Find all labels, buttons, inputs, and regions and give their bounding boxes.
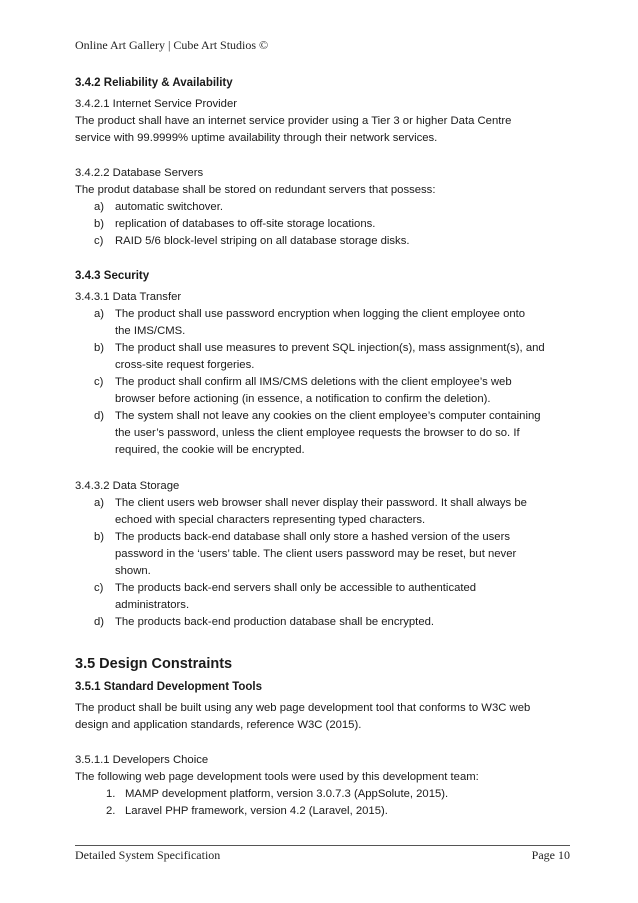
list-item xyxy=(75,408,570,459)
list-marker: b) xyxy=(94,342,105,354)
subsection-heading-3-4-2-1: 3.4.2.1 Internet Service Provider xyxy=(75,98,238,110)
list-text: required, the cookie will be encrypted. xyxy=(115,444,305,456)
list-item xyxy=(75,786,570,803)
list-text: RAID 5/6 block-level striping on all database storage disks. xyxy=(115,235,410,247)
list-marker: c) xyxy=(94,235,104,247)
list-item xyxy=(75,614,570,631)
paragraph-isp-line-1: The product shall have an internet service provider using a Tier 3 or higher Data Centre xyxy=(75,115,512,127)
list-text: the IMS/CMS. xyxy=(115,325,186,337)
list-item xyxy=(75,216,570,233)
list-text: Laravel PHP framework, version 4.2 (Laravel, 2015). xyxy=(125,805,388,817)
subsection-heading-3-4-3-2: 3.4.3.2 Data Storage xyxy=(75,480,180,492)
list-text: The client users web browser shall never display their password. It shall always be xyxy=(115,497,527,509)
dev-tools-list xyxy=(75,786,570,820)
list-marker: c) xyxy=(94,582,104,594)
subsection-heading-3-5-1: 3.5.1 Standard Development Tools xyxy=(75,681,263,693)
list-text: The product shall use measures to prevent SQL injection(s), mass assignment(s), and xyxy=(115,342,545,354)
page-content xyxy=(75,75,570,820)
paragraph-dev-intro: The following web page development tools were used by this development team: xyxy=(75,771,479,783)
list-marker: c) xyxy=(94,376,104,388)
list-text: The product shall use password encryption when logging the client employee onto xyxy=(115,308,526,320)
list-marker: a) xyxy=(94,497,105,509)
db-servers-list xyxy=(75,199,570,250)
page-header: Online Art Gallery | Cube Art Studios © xyxy=(75,38,269,52)
list-text: The product shall confirm all IMS/CMS deletions with the client employee’s web xyxy=(115,376,512,388)
list-text: The products back-end production database shall be encrypted. xyxy=(115,616,435,628)
list-marker: d) xyxy=(94,616,105,628)
list-marker: d) xyxy=(94,410,105,422)
list-text: replication of databases to off-site storage locations. xyxy=(115,218,376,230)
paragraph-tools-line-2: design and application standards, reference W3C (2015). xyxy=(75,719,362,731)
paragraph-isp-line-2: service with 99.9999% uptime availability through their network services. xyxy=(75,132,438,144)
list-marker: a) xyxy=(94,308,105,320)
list-text: echoed with special characters representing typed characters. xyxy=(115,514,426,526)
page-footer xyxy=(75,845,570,863)
list-item xyxy=(75,495,570,529)
list-text: The system shall not leave any cookies on the client employee’s computer containing xyxy=(115,410,541,422)
subsection-heading-3-4-2-2: 3.4.2.2 Database Servers xyxy=(75,167,204,179)
list-text: cross-site request forgeries. xyxy=(115,359,255,371)
list-item xyxy=(75,306,570,340)
section-heading-3-5: 3.5 Design Constraints xyxy=(75,656,233,672)
subsection-heading-3-5-1-1: 3.5.1.1 Developers Choice xyxy=(75,754,209,766)
paragraph-tools-line-1: The product shall be built using any web page development tool that conforms to W3C web xyxy=(75,702,531,714)
list-text: password in the ‘users’ table. The client users password may be reset, but never xyxy=(115,548,517,560)
list-text: browser before actioning (in essence, a notification to confirm the deletion). xyxy=(115,393,491,405)
list-item xyxy=(75,340,570,374)
list-text: The products back-end servers shall only be accessible to authenticated xyxy=(115,582,477,594)
list-item xyxy=(75,803,570,820)
list-marker: a) xyxy=(94,201,105,213)
list-item xyxy=(75,580,570,614)
footer-title: Detailed System Specification xyxy=(75,848,221,862)
paragraph-db-intro: The produt database shall be stored on redundant servers that possess: xyxy=(75,184,436,196)
list-text: automatic switchover. xyxy=(115,201,223,213)
list-marker: b) xyxy=(94,531,105,543)
list-text: The products back-end database shall only store a hashed version of the users xyxy=(115,531,510,543)
list-text: shown. xyxy=(115,565,151,577)
data-storage-list xyxy=(75,495,570,631)
page-number: Page 10 xyxy=(531,848,570,862)
list-marker: b) xyxy=(94,218,105,230)
section-heading-3-4-2: 3.4.2 Reliability & Availability xyxy=(75,77,233,89)
subsection-heading-3-4-3-1: 3.4.3.1 Data Transfer xyxy=(75,291,182,303)
list-item xyxy=(75,233,570,250)
list-marker: 1. xyxy=(106,788,116,800)
list-item xyxy=(75,374,570,408)
list-item xyxy=(75,199,570,216)
list-item xyxy=(75,529,570,580)
list-marker: 2. xyxy=(106,805,116,817)
section-heading-3-4-3: 3.4.3 Security xyxy=(75,270,150,282)
data-transfer-list xyxy=(75,306,570,459)
list-text: administrators. xyxy=(115,599,190,611)
list-text: the user’s password, unless the client employee requests the browser to do so. If xyxy=(115,427,520,439)
list-text: MAMP development platform, version 3.0.7.3 (AppSolute, 2015). xyxy=(125,788,449,800)
